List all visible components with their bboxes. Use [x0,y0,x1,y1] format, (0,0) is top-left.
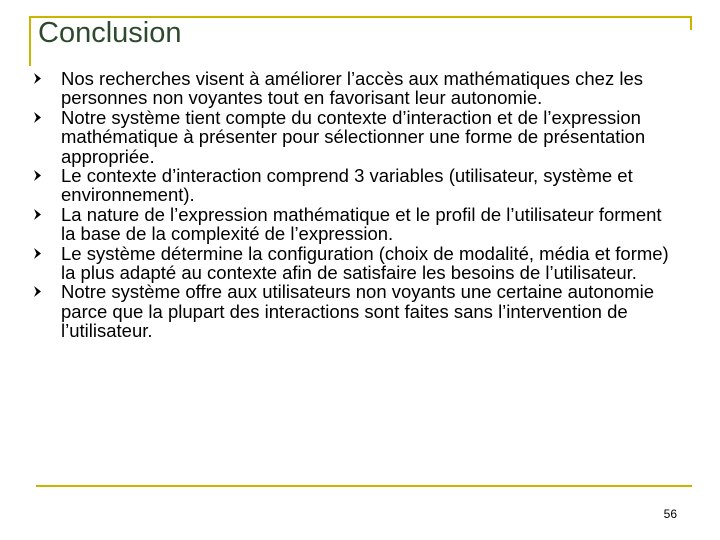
bullet-list [32,69,672,341]
bullet-item [32,282,672,340]
arrow-bullet-icon [33,111,43,124]
bullet-text: Nos recherches visent à améliorer l’accès aux mathématiques chez les personnes non voyantes tout en favorisant leur autonomie. [61,68,643,109]
footer-divider-line [36,485,692,487]
arrow-bullet-icon [33,285,43,298]
title-frame-left-line [29,16,31,66]
title-frame-right-tick [690,16,692,30]
bullet-item [32,166,672,205]
arrow-bullet-icon [33,72,43,85]
bullet-text: La nature de l’expression mathématique et le profil de l’utilisateur forment la base de la complexité de l’expression. [61,203,662,245]
bullet-item [32,108,672,166]
bullet-item [32,205,672,244]
arrow-bullet-icon [33,169,43,182]
arrow-bullet-icon [33,247,43,260]
bullet-item [32,244,672,283]
arrow-bullet-icon [33,208,43,221]
bullet-text: Notre système tient compte du contexte d’interaction et de l’expression mathématique à présenter pour sélectionner une forme de présentation appropriée. [61,106,646,167]
bullet-text: Le système détermine la configuration (choix de modalité, média et forme) la plus adapté au contexte afin de satisfaire les besoins de l’utilisateur. [61,242,669,284]
page-number: 56 [663,507,677,521]
bullet-text: Notre système offre aux utilisateurs non voyants une certaine autonomie parce que la plupart des interactions sont faites sans l’intervention de l’utilisateur. [61,281,655,342]
slide-title: Conclusion [38,17,182,49]
bullet-text: Le contexte d’interaction comprend 3 variables (utilisateur, système et environnement). [61,165,633,206]
bullet-item [32,69,672,108]
